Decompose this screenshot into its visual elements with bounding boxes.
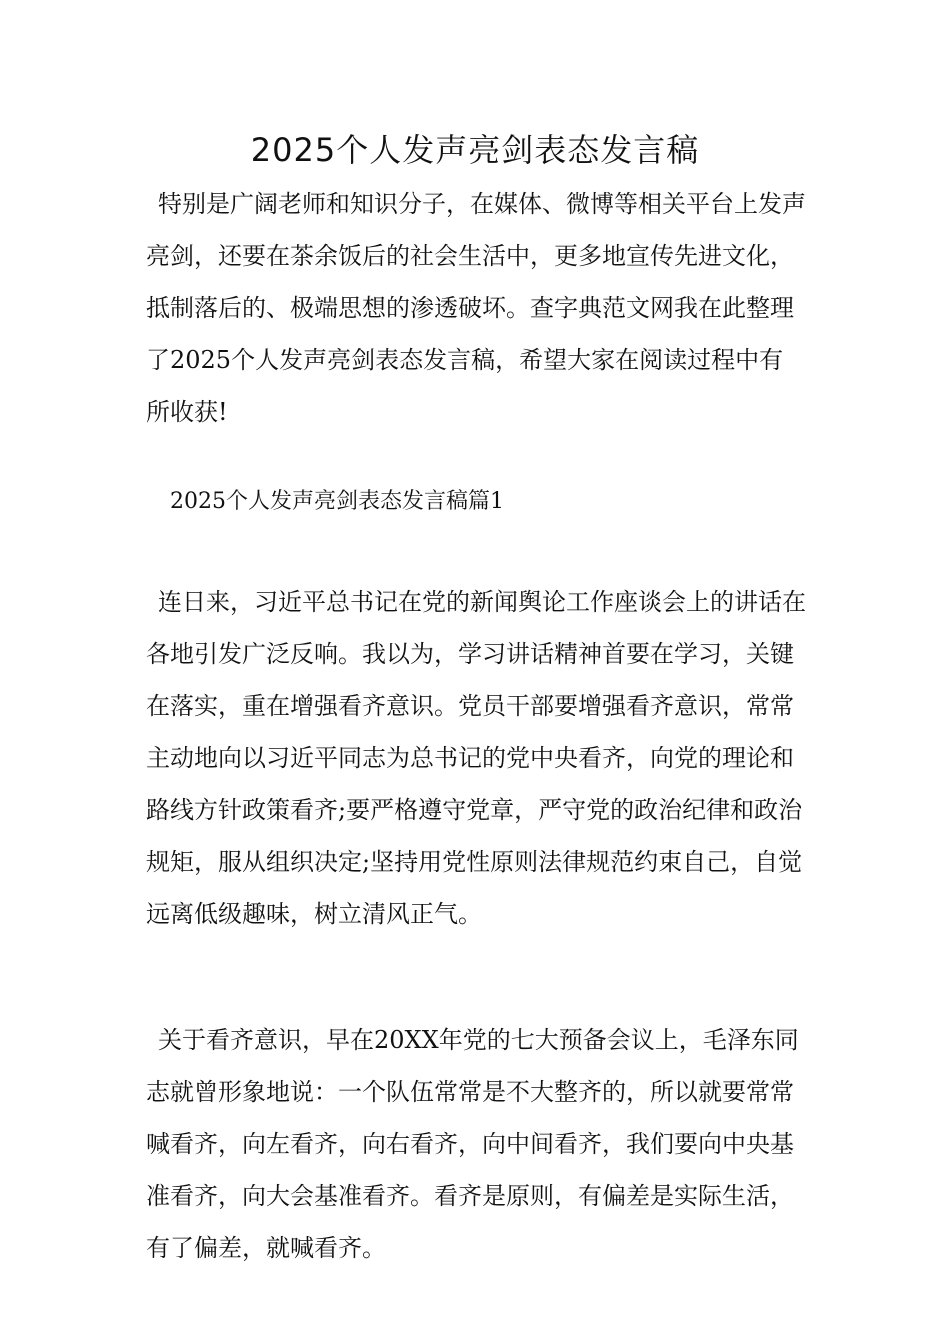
body-paragraph-2: 关于看齐意识，早在20XX年党的七大预备会议上，毛泽东同志就曾形象地说：一个队伍常常是不大整齐的，所以就要常常喊看齐，向左看齐，向右看齐，向中间看齐，我们要向中央基准看齐，向大会基准看齐。看齐是原则，有偏差是实际生活，有了偏差，就喊看齐。 (146, 1026, 799, 1262)
document-title: 2025个人发声亮剑表态发言稿 (250, 131, 700, 169)
body-paragraph-1: 连日来，习近平总书记在党的新闻舆论工作座谈会上的讲话在各地引发广泛反响。我以为，学习讲话精神首要在学习，关键在落实，重在增强看齐意识。党员干部要增强看齐意识，常常主动地向以习近平同志为总书记的党中央看齐，向党的理论和路线方针政策看齐;要严格遵守党章，严守党的政治纪律和政治规矩，服从组织决定;坚持用党性原则法律规范约束自己，自觉远离低级趣味，树立清风正气。 (146, 588, 806, 928)
section-heading: 2025个人发声亮剑表态发言稿篇1 (170, 489, 504, 514)
intro-paragraph: 特别是广阔老师和知识分子，在媒体、微博等相关平台上发声亮剑，还要在茶余饭后的社会生活中，更多地宣传先进文化，抵制落后的、极端思想的渗透破坏。查字典范文网我在此整理了2025个人发声亮剑表态发言稿，希望大家在阅读过程中有所收获! (146, 190, 806, 426)
